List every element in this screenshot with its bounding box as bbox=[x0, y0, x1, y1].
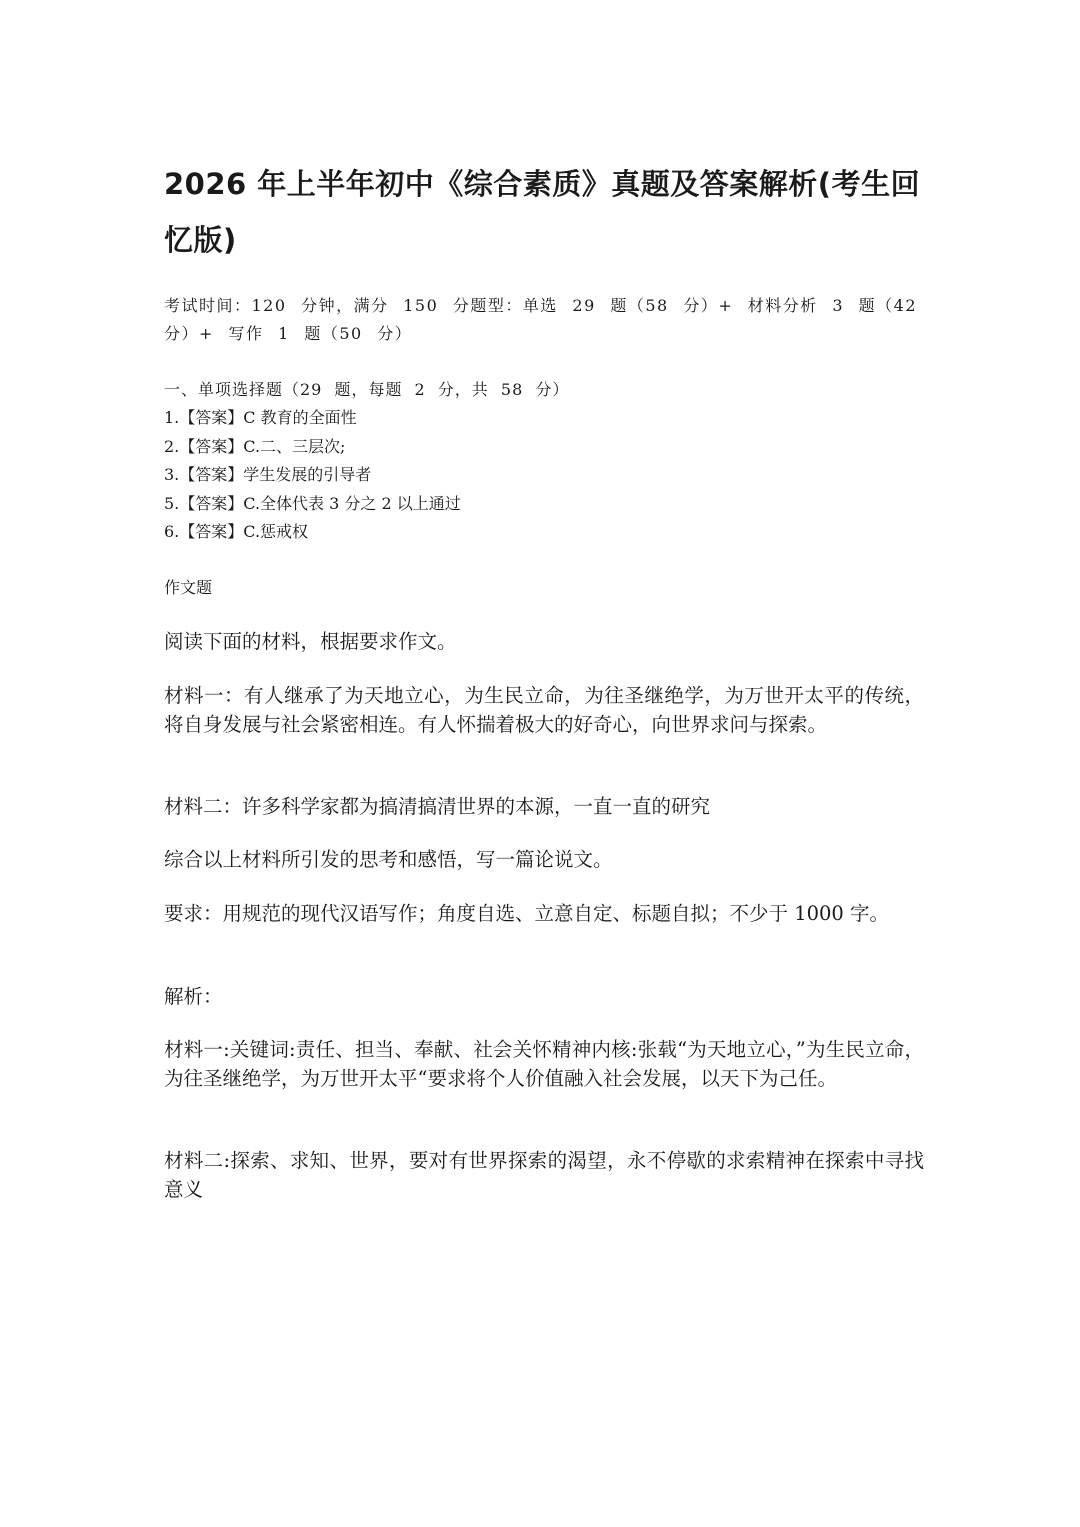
essay-material-one: 材料一：有人继承了为天地立心，为生民立命，为往圣继绝学，为万世开太平的传统，将自身发展与社会紧密相连。有人怀揣着极大的好奇心，向世界求问与探索。 bbox=[164, 684, 924, 736]
answer-item: 5.【答案】C.全体代表 3 分之 2 以上通过 bbox=[164, 493, 461, 513]
section-heading-single-choice: 一、单项选择题（29 题，每题 2 分，共 58 分） bbox=[164, 380, 570, 399]
answer-list bbox=[164, 404, 461, 547]
answer-item: 2.【答案】C.二、三层次; bbox=[164, 436, 346, 456]
answer-item: 6.【答案】C.惩戒权 bbox=[164, 522, 309, 541]
essay-requirements: 要求：用规范的现代汉语写作；角度自选、立意自定、标题自拟；不少于 1000 字。 bbox=[164, 902, 890, 925]
exam-info: 考试时间：120 分钟，满分 150 分题型：单选 29 题（58 分）+ 材料分析 3 题（42 分）+ 写作 1 题（50 分） bbox=[164, 296, 918, 343]
answer-item: 1.【答案】C 教育的全面性 bbox=[164, 408, 357, 427]
essay-heading: 作文题 bbox=[164, 578, 213, 597]
answer-item: 3.【答案】学生发展的引导者 bbox=[164, 465, 372, 484]
essay-instruction: 阅读下面的材料，根据要求作文。 bbox=[164, 630, 457, 653]
essay-material-two: 材料二：许多科学家都为搞清搞清世界的本源，一直一直的研究 bbox=[164, 795, 711, 818]
analysis-material-two: 材料二:探索、求知、世界，要对有世界探索的渴望，永不停歇的求索精神在探索中寻找意义 bbox=[164, 1149, 924, 1201]
document-title: 2026 年上半年初中《综合素质》真题及答案解析(考生回忆版) bbox=[164, 167, 921, 257]
analysis-heading: 解析： bbox=[164, 985, 223, 1008]
essay-prompt: 综合以上材料所引发的思考和感悟，写一篇论说文。 bbox=[164, 848, 613, 871]
analysis-material-one: 材料一:关键词:责任、担当、奉献、社会关怀精神内核:张载“为天地立心，”为生民立命，为往圣继绝学，为万世开太平“要求将个人价值融入社会发展，以天下为己任。 bbox=[164, 1038, 924, 1090]
document-page bbox=[164, 0, 924, 1527]
